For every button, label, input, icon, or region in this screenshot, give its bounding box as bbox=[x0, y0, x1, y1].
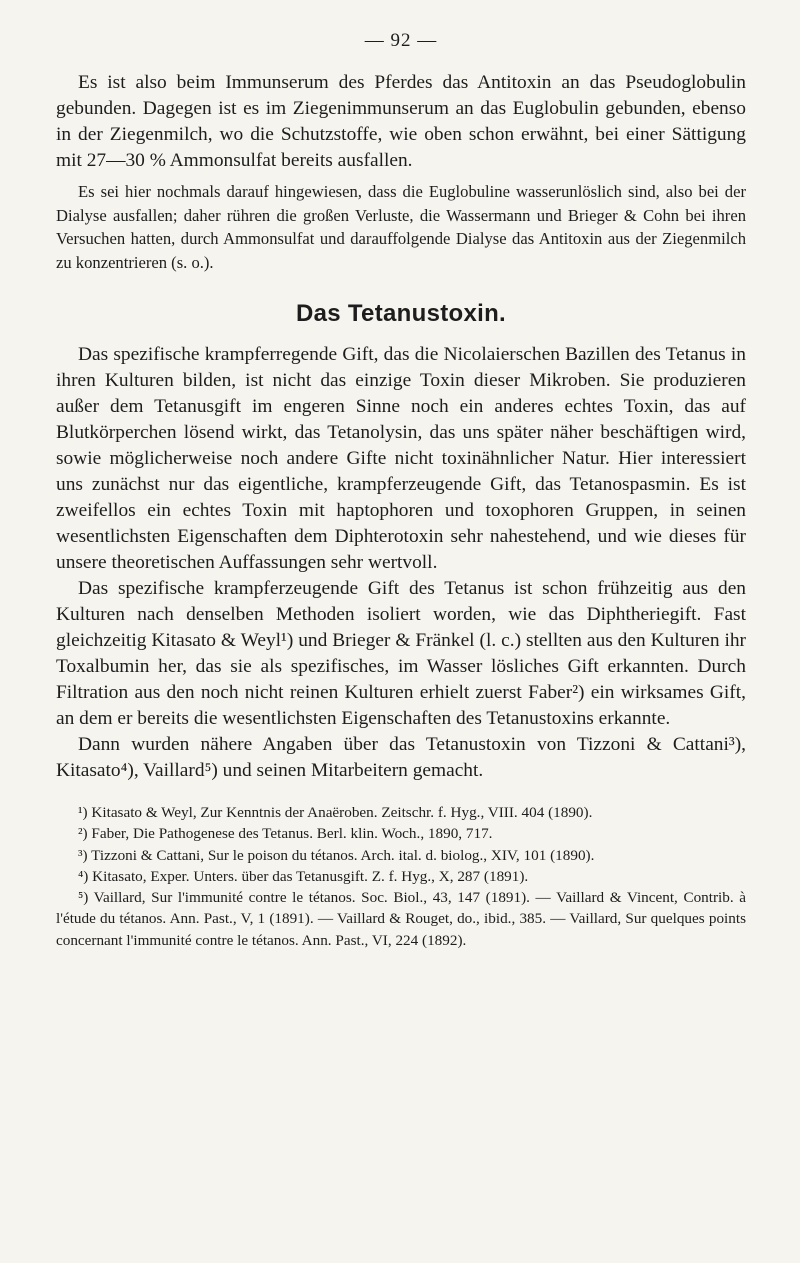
footnote-2: ²) Faber, Die Pathogenese des Tetanus. Berl. klin. Woch., 1890, 717. bbox=[78, 825, 493, 843]
paragraph-tetanus-toxins: Das spezifische krampferregende Gift, das die Nicolaierschen Bazillen des Tetanus in ihren Kulturen bilden, ist nicht das einzige Toxin dieser Mikroben. Sie produzieren außer dem Tetanusgift im engeren Sinne noch ein anderes echtes Toxin, das auf Blutkörperchen lösend wirkt, das Tetanolysin, das uns später näher beschäftigen wird, sowie möglicherweise noch andere Gifte nicht toxinähnlicher Natur. Hier interessiert uns zunächst nur das eigentliche, krampferzeugende Gift, das Tetanospasmin. Es ist zweifellos ein echtes Toxin mit haptophoren und toxophoren Gruppen, in seinen wesentlichsten Eigenschaften dem Diphterotoxin sehr nahestehend, und wie dieses für unsere theoretischen Auffassungen sehr wertvoll. bbox=[56, 344, 746, 573]
note-euglobuline: Es sei hier nochmals darauf hingewiesen, dass die Euglobuline wasserunlöslich sind, also bei der Dialyse ausfallen; daher rühren die großen Verluste, die Wassermann und Brieger & Cohn bei ihren Versuchen hatten, durch Ammonsulfat und darauffolgende Dialyse das Antitoxin aus der Ziegenmilch zu konzentrieren (s. o.). bbox=[56, 182, 746, 272]
footnote-1: ¹) Kitasato & Weyl, Zur Kenntnis der Anaëroben. Zeitschr. f. Hyg., VIII. 404 (1890). bbox=[78, 804, 593, 821]
footnote-3: ³) Tizzoni & Cattani, Sur le poison du tétanos. Arch. ital. d. biolog., XIV, 101 (1890). bbox=[78, 846, 595, 864]
footnotes bbox=[56, 802, 746, 951]
footnote-5: ⁵) Vaillard, Sur l'immunité contre le tétanos. Soc. Biol., 43, 147 (1891). — Vaillard & Vincent, Contrib. à l'étude du tétanos. Ann. Past., V, 1 (1891). — Vaillard & Rouget, do., ibid., 385. — Vaillard, Sur quelques points concernant l'immunité contre le tétanos. Ann. Past., VI, 224 (1892). bbox=[56, 889, 746, 949]
footnote-4: ⁴) Kitasato, Exper. Unters. über das Tetanusgift. Z. f. Hyg., X, 287 (1891). bbox=[78, 867, 529, 885]
page-number: — 92 — bbox=[364, 30, 438, 51]
paragraph-isolation-history: Das spezifische krampferzeugende Gift des Tetanus ist schon frühzeitig aus den Kulturen nach denselben Methoden isoliert worden, wie das Diphtheriegift. Fast gleichzeitig Kitasato & Weyl¹) und Brieger & Fränkel (l. c.) stellten aus den Kulturen ihr Toxalbumin her, das sie als spezifisches, im Wasser lösliches Gift erkannten. Durch Filtration aus den noch nicht reinen Kulturen erhielt zuerst Faber²) ein wirksames Gift, an dem er bereits die wesentlichsten Eigenschaften des Tetanustoxins erkannte. bbox=[56, 578, 746, 729]
paragraph-further-research: Dann wurden nähere Angaben über das Tetanustoxin von Tizzoni & Cattani³), Kitasato⁴), Vaillard⁵) und seinen Mitarbeitern gemacht. bbox=[56, 734, 746, 781]
section-heading: Das Tetanustoxin. bbox=[295, 300, 507, 327]
paragraph-antitoxin-binding: Es ist also beim Immunserum des Pferdes das Antitoxin an das Pseudoglobulin gebunden. Dagegen ist es im Ziegenimmunserum an das Euglobulin gebunden, ebenso in der Ziegenmilch, wo die Schutzstoffe, wie oben schon erwähnt, bei einer Sättigung mit 27—30 % Ammonsulfat bereits ausfallen. bbox=[56, 72, 746, 171]
